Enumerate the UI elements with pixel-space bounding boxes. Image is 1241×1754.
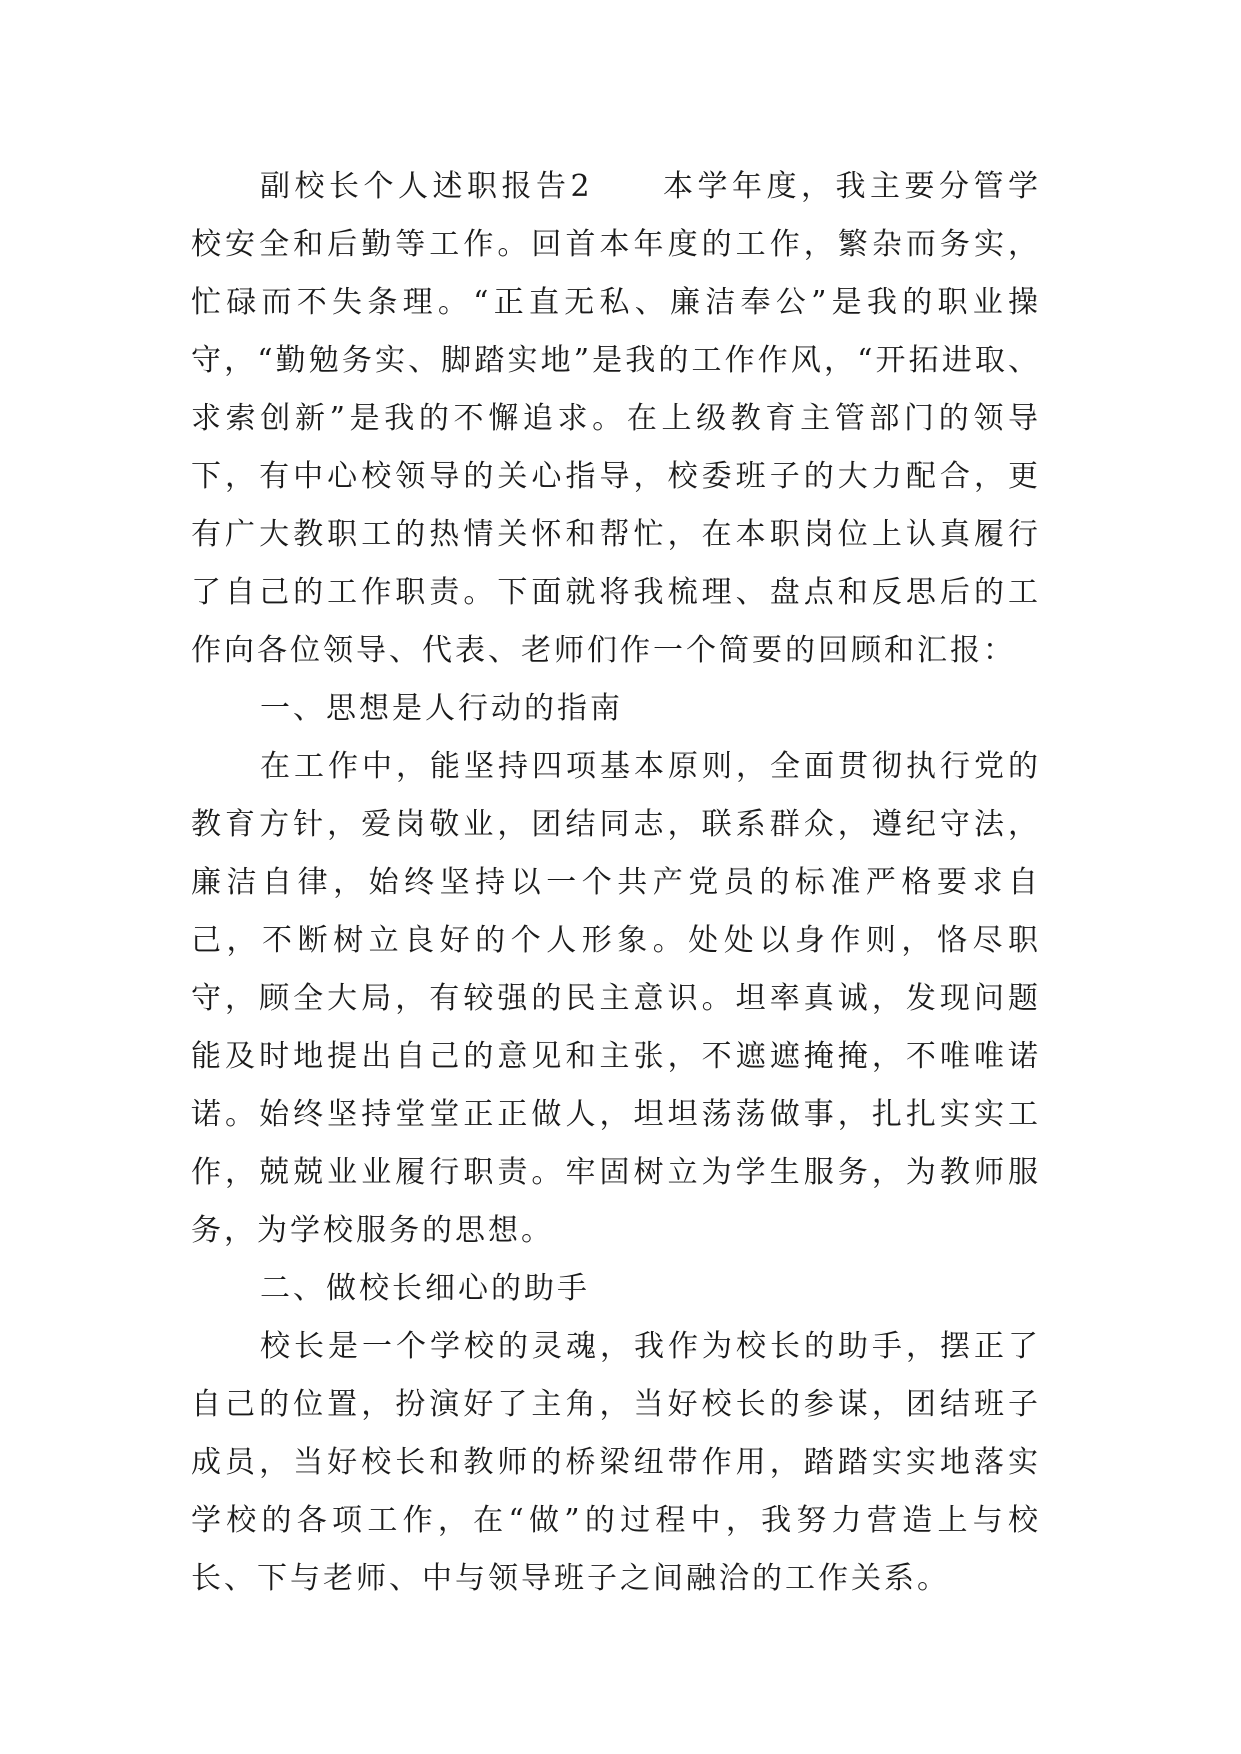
paragraph-section-1: 在工作中，能坚持四项基本原则，全面贯彻执行党的教育方针，爱岗敬业，团结同志，联系群众，遵纪守法，廉洁自律，始终坚持以一个共产党员的标准严格要求自己，不断树立良好的个人形象。处处以身作则，恪尽职守，顾全大局，有较强的民主意识。坦率真诚，发现问题能及时地提出自己的意见和主张，不遮遮掩掩，不唯唯诺诺。始终坚持堂堂正正做人，坦坦荡荡做事，扎扎实实工作，兢兢业业履行职责。牢固树立为学生服务，为教师服务，为学校服务的思想。 bbox=[191, 749, 1041, 1248]
paragraph-intro: 副校长个人述职报告2 本学年度，我主要分管学校安全和后勤等工作。回首本年度的工作，繁杂而务实，忙碌而不失条理。“正直无私、廉洁奉公”是我的职业操守，“勤勉务实、脚踏实地”是我的工作作风，“开拓进取、求索创新”是我的不懈追求。在上级教育主管部门的领导下，有中心校领导的关心指导，校委班子的大力配合，更有广大教职工的热情关怀和帮忙，在本职岗位上认真履行了自己的工作职责。下面就将我梳理、盘点和反思后的工作向各位领导、代表、老师们作一个简要的回顾和汇报： bbox=[191, 169, 1041, 668]
document-body bbox=[191, 158, 1041, 1608]
section-heading-2: 二、做校长细心的助手 bbox=[260, 1271, 590, 1306]
section-heading-1: 一、思想是人行动的指南 bbox=[260, 691, 623, 726]
paragraph-section-2: 校长是一个学校的灵魂，我作为校长的助手，摆正了自己的位置，扮演好了主角，当好校长的参谋，团结班子成员，当好校长和教师的桥梁纽带作用，踏踏实实地落实学校的各项工作，在“做”的过程中，我努力营造上与校长、下与老师、中与领导班子之间融洽的工作关系。 bbox=[191, 1329, 1041, 1596]
